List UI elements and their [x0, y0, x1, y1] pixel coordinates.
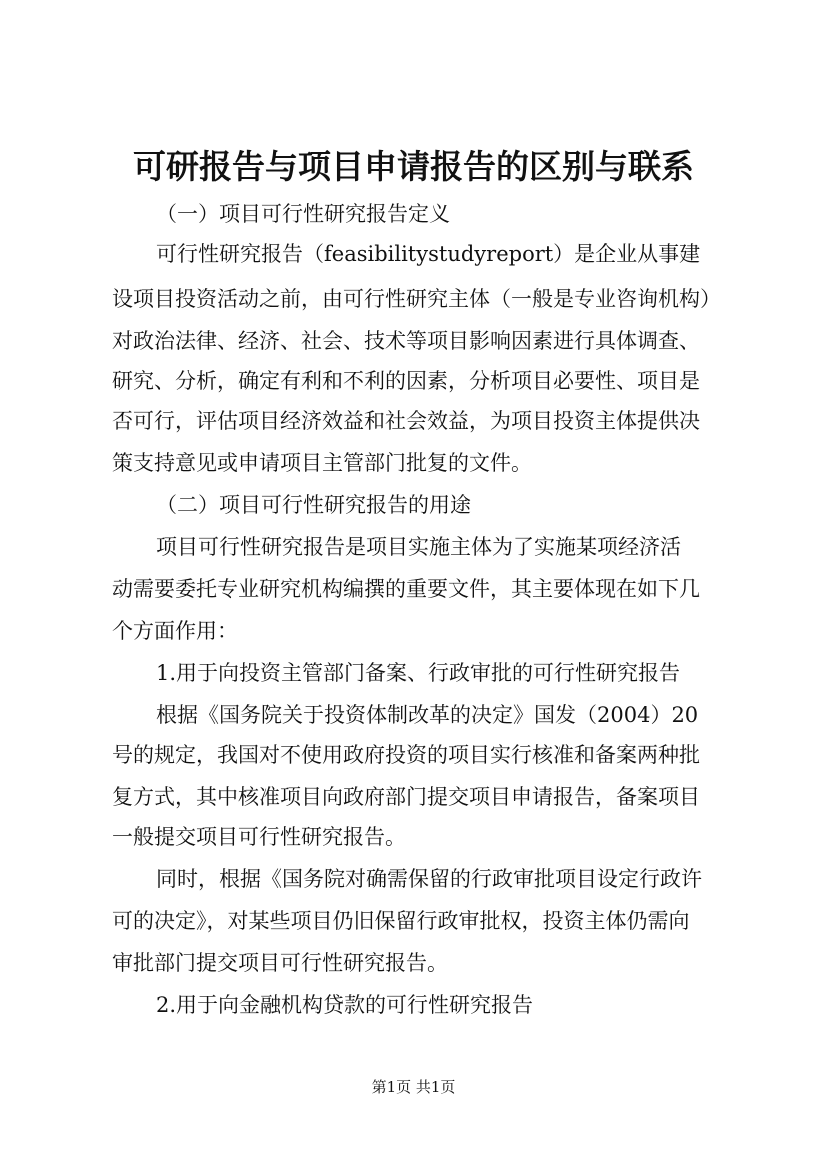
paragraph-line: 可行性研究报告（feasibilitystudyreport）是企业从事建 — [156, 242, 701, 266]
paragraph-line: 复方式，其中核准项目向政府部门提交项目申请报告，备案项目 — [112, 785, 700, 809]
list-item-heading-1: 1.用于向投资主管部门备案、行政审批的可行性研究报告 — [156, 661, 681, 685]
paragraph-line: 可的决定》，对某些项目仍旧保留行政审批权，投资主体仍需向 — [112, 909, 690, 933]
paragraph-line: 设项目投资活动之前，由可行性研究主体（一般是专业咨询机构） — [112, 287, 721, 311]
paragraph-line: 否可行，评估项目经济效益和社会效益，为项目投资主体提供决 — [112, 409, 700, 433]
paragraph-line: 动需要委托专业研究机构编撰的重要文件，其主要体现在如下几 — [112, 577, 700, 601]
paragraph-line: 号的规定，我国对不使用政府投资的项目实行核准和备案两种批 — [112, 743, 700, 767]
paragraph-line: 策支持意见或申请项目主管部门批复的文件。 — [112, 451, 532, 475]
paragraph-line: 个方面作用： — [112, 619, 238, 643]
paragraph-line: 项目可行性研究报告是项目实施主体为了实施某项经济活 — [156, 535, 681, 559]
page-number-footer: 第1页 共1页 — [371, 1078, 456, 1096]
paragraph-line: 一般提交项目可行性研究报告。 — [112, 825, 406, 849]
paragraph-line: 审批部门提交项目可行性研究报告。 — [112, 951, 448, 975]
paragraph-line: 研究、分析，确定有利和不利的因素，分析项目必要性、项目是 — [112, 369, 700, 393]
paragraph-line: 对政治法律、经济、社会、技术等项目影响因素进行具体调查、 — [112, 329, 700, 353]
document-title: 可研报告与项目申请报告的区别与联系 — [133, 147, 694, 186]
paragraph-line: 根据《国务院关于投资体制改革的决定》国发（2004）20 — [156, 703, 699, 727]
section-heading-1: （一）项目可行性研究报告定义 — [156, 202, 450, 226]
paragraph-line: 同时，根据《国务院对确需保留的行政审批项目设定行政许 — [156, 867, 702, 891]
list-item-heading-2: 2.用于向金融机构贷款的可行性研究报告 — [156, 993, 534, 1017]
section-heading-2: （二）项目可行性研究报告的用途 — [156, 493, 471, 517]
